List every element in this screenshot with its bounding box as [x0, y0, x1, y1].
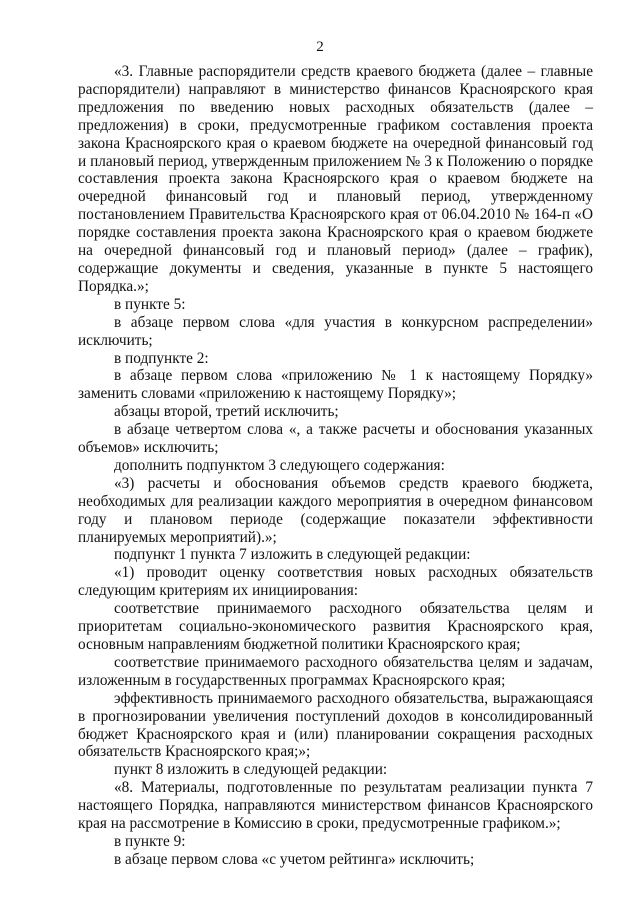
paragraph: в абзаце первом слова «приложению № 1 к настоящему Порядку» заменить словами «приложению к настоящему Порядку»;	[78, 367, 593, 403]
paragraph: дополнить подпунктом 3 следующего содержания:	[114, 456, 445, 474]
paragraph: соответствие принимаемого расходного обязательства целям и приоритетам социально-экономического развития Красноярского края, основным направлениям бюджетной политики Красноярского края;	[78, 600, 593, 653]
paragraph: «1) проводит оценку соответствия новых расходных обязательств следующим критериям их инициирования:	[78, 564, 593, 600]
page-number: 2	[316, 39, 324, 55]
paragraph: в пункте 5:	[114, 295, 186, 313]
document-body	[78, 63, 593, 869]
paragraph: в абзаце первом слова «для участия в конкурсном распределении» исключить;	[78, 313, 593, 349]
paragraph: в абзаце четвертом слова «, а также расчеты и обоснования указанных объемов» исключить;	[78, 421, 593, 457]
paragraph: подпункт 1 пункта 7 изложить в следующей редакции:	[114, 546, 471, 564]
paragraph: в пункте 9:	[114, 832, 186, 850]
paragraph: соответствие принимаемого расходного обязательства целям и задачам, изложенным в государственных программах Красноярского края;	[78, 653, 593, 689]
paragraph: «8. Материалы, подготовленные по результатам реализации пункта 7 настоящего Порядка, направляются министерством финансов Красноярского края на рассмотрение в Комиссию в сроки, предусмотренные графиком.»;	[78, 779, 593, 833]
paragraph: в подпункте 2:	[114, 349, 209, 367]
paragraph: «3) расчеты и обоснования объемов средств краевого бюджета, необходимых для реализации каждого мероприятия в очередном финансовом году и плановом периоде (содержащие показатели эффективности планируемых мероприятий).»;	[78, 474, 593, 546]
paragraph: абзацы второй, третий исключить;	[114, 403, 339, 421]
paragraph: в абзаце первом слова «с учетом рейтинга» исключить;	[114, 850, 475, 868]
paragraph: пункт 8 изложить в следующей редакции:	[114, 761, 388, 779]
paragraph: «3. Главные распорядители средств краевого бюджета (далее – главные распорядители) направляют в министерство финансов Красноярского края предложения по введению новых расходных обязательств (далее – предложения) в сроки, предусмотренные графиком составления проекта закона Красноярского края о краевом бюджете на очередной финансовый год и плановый период, утвержденным приложением № 3 к Положению о порядке составления проекта закона Красноярского края о краевом бюджете на очередной финансовый год и плановый период, утвержденному постановлением Правительства Красноярского края от 06.04.2010 № 164-п «О порядке составления проекта закона Красноярского края о краевом бюджете на очередной финансовый год и плановый период» (далее – график), содержащие документы и сведения, указанные в пункте 5 настоящего Порядка.»;	[78, 63, 593, 295]
paragraph: эффективность принимаемого расходного обязательства, выражающаяся в прогнозировании увеличения поступлений доходов в консолидированный бюджет Красноярского края и (или) планировании сокращения расходных обязательств Красноярского края;»;	[78, 689, 593, 761]
